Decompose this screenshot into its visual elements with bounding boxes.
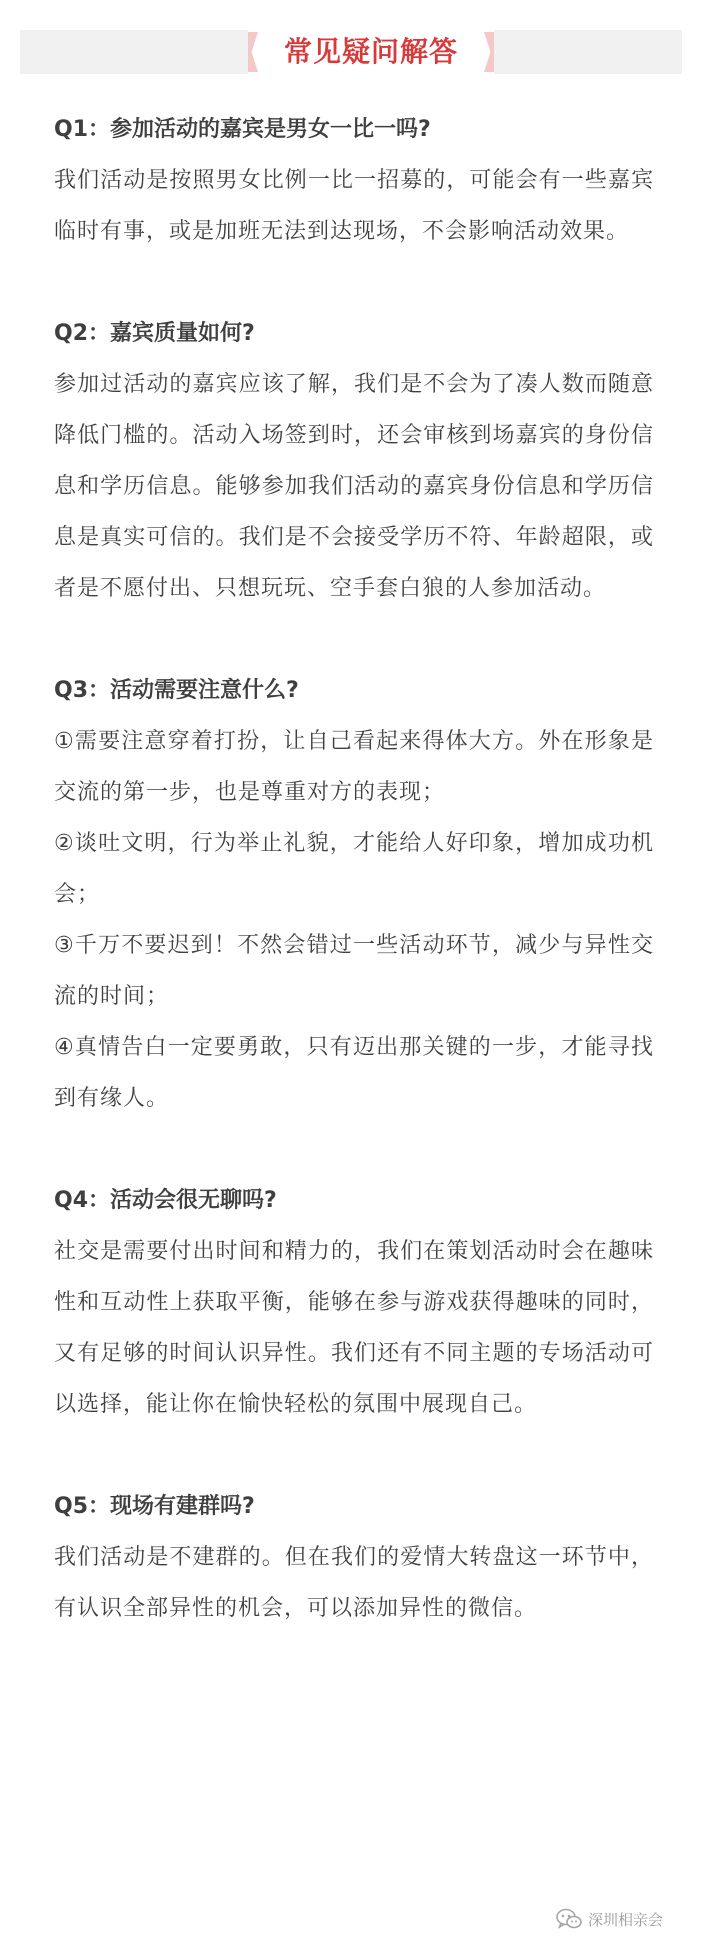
faq-question-2: Q2：嘉宾质量如何? [54,321,255,346]
page-title: 常见疑问解答 [283,35,458,68]
watermark-text: 深圳相亲会 [588,1910,664,1929]
faq-answer-5-paragraph-1: 我们活动是不建群的。但在我们的爱情大转盘这一环节中，有认识全部异性的机会，可以添加异性的微信。 [54,1545,654,1621]
header-title-box [248,30,494,74]
faq-answer-1 [54,155,654,257]
faq-question-4: Q4：活动会很无聊吗? [54,1188,277,1213]
faq-answer-1-paragraph-1: 我们活动是按照男女比例一比一招募的，可能会有一些嘉宾临时有事，或是加班无法到达现场，不会影响活动效果。 [54,168,654,244]
faq-answer-4-paragraph-1: 社交是需要付出时间和精力的，我们在策划活动时会在趣味性和互动性上获取平衡，能够在参与游戏获得趣味的同时，又有足够的时间认识异性。我们还有不同主题的专场活动可以选择，能让你在愉快轻松的氛围中展现自己。 [54,1239,654,1417]
faq-answer-2-paragraph-1: 参加过活动的嘉宾应该了解，我们是不会为了凑人数而随意降低门槛的。活动入场签到时，还会审核到场嘉宾的身份信息和学历信息。能够参加我们活动的嘉宾身份信息和学历信息是真实可信的。我们是不会接受学历不符、年龄超限，或者是不愿付出、只想玩玩、空手套白狼的人参加活动。 [54,372,654,601]
faq-item-5 [54,1481,654,1634]
faq-answer-4 [54,1226,654,1430]
wechat-icon [556,1908,582,1930]
faq-question-3: Q3：活动需要注意什么? [54,678,299,703]
faq-item-3 [54,665,654,1124]
right-bracket-decoration [484,32,494,72]
faq-question-5: Q5：现场有建群吗? [54,1494,255,1519]
faq-answer-3 [54,716,654,1124]
faq-answer-3-paragraph-3: ③千万不要迟到！不然会错过一些活动环节，减少与异性交流的时间； [54,933,654,1009]
faq-answer-3-paragraph-2: ②谈吐文明，行为举止礼貌，才能给人好印象，增加成功机会； [54,831,654,907]
faq-item-2 [54,308,654,614]
faq-answer-3-paragraph-4: ④真情告白一定要勇敢，只有迈出那关键的一步，才能寻找到有缘人。 [54,1035,654,1111]
faq-item-1 [54,104,654,257]
faq-answer-5 [54,1532,654,1634]
left-bracket-decoration [248,32,258,72]
faq-list [54,104,654,1634]
faq-answer-3-paragraph-1: ①需要注意穿着打扮，让自己看起来得体大方。外在形象是交流的第一步，也是尊重对方的表现； [54,729,654,805]
watermark [556,1905,663,1933]
faq-item-4 [54,1175,654,1430]
faq-answer-2 [54,359,654,614]
faq-question-1: Q1：参加活动的嘉宾是男女一比一吗? [54,117,431,142]
header-bar [20,30,682,74]
